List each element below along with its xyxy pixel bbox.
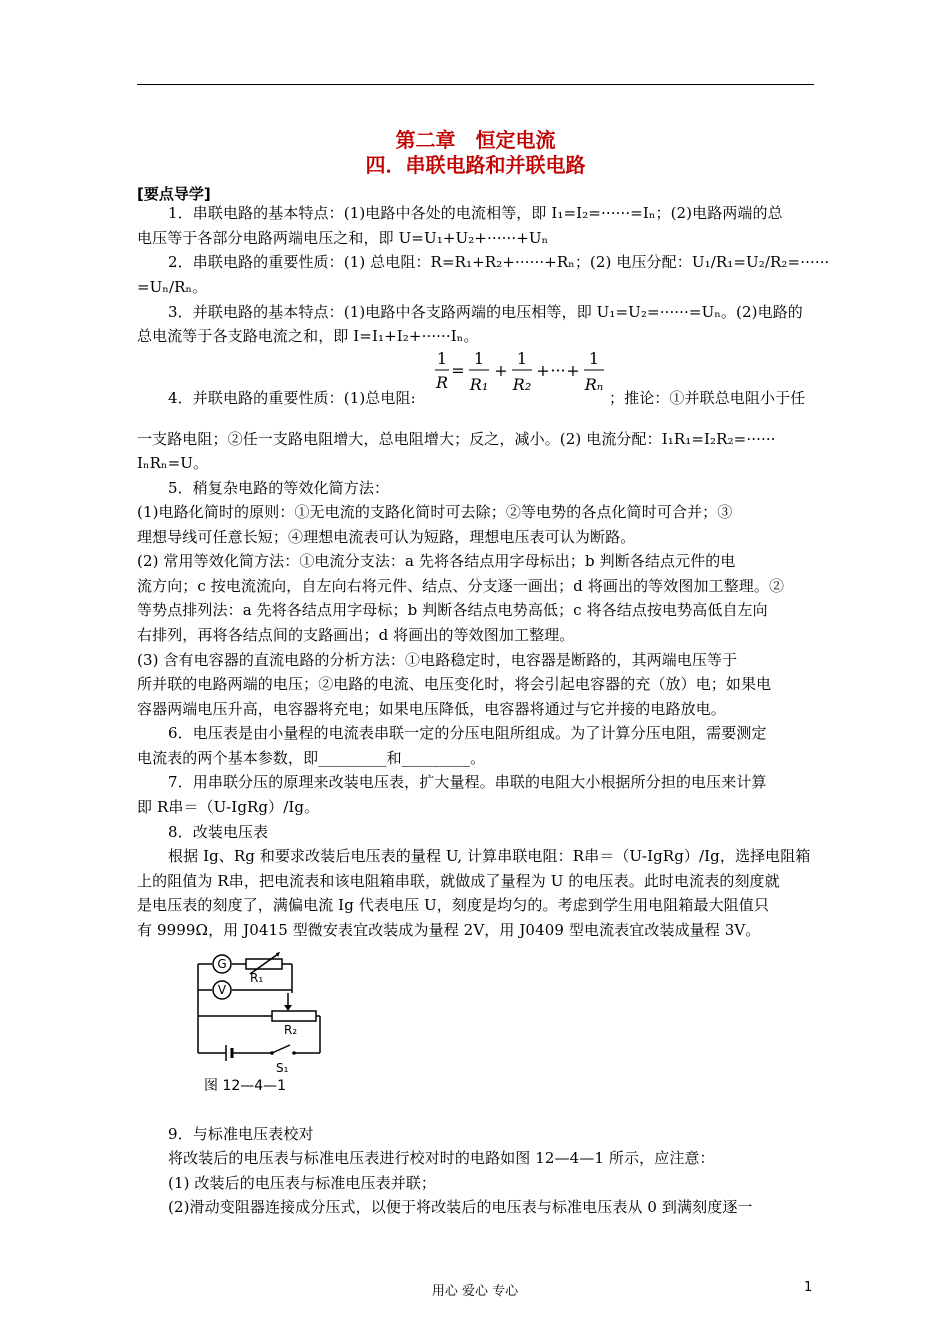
formula-t2-num: 1 (516, 349, 528, 368)
text-line: 理想导线可任意长短；④理想电流表可认为短路，理想电压表可认为断路。 (137, 528, 636, 546)
text-line: 3．并联电路的基本特点：(1)电路中各支路两端的电压相等，即 U₁=U₂=······=Uₙ。(2)电路的 (168, 303, 803, 321)
formula-tn-den: Rₙ (584, 375, 604, 394)
text-line: 所并联的电路两端的电压；②电路的电流、电压变化时，将会引起电容器的充（放）电；如果电 (137, 675, 772, 693)
text-line: 流方向；c 按电流流向，自左向右将元件、结点、分支逐一画出；d 将画出的等效图加工整理。② (137, 577, 785, 595)
text-line: 2．串联电路的重要性质：(1) 总电阻：R=R₁+R₂+······+Rₙ；(2) 电压分配：U₁/R₁=U₂/R₂=······ (168, 253, 830, 271)
text-line: 1．串联电路的基本特点：(1)电路中各处的电流相等，即 I₁=I₂=······=Iₙ；(2)电路两端的总 (168, 204, 783, 222)
text-line: 电流表的两个基本参数，即_________和_________。 (137, 749, 486, 767)
text-line: (2) 常用等效化简方法：①电流分支法：a 先将各结点用字母标出；b 判断各结点元件的电 (137, 552, 736, 570)
guide-label: [要点导学] (137, 185, 211, 203)
text-line: 总电流等于各支路电流之和，即 I=I₁+I₂+······Iₙ。 (137, 327, 479, 345)
header-rule (137, 84, 814, 85)
formula-dots: ··· (550, 361, 566, 380)
text-line: 右排列，再将各结点间的支路画出；d 将画出的等效图加工整理。 (137, 626, 575, 644)
text-line: 5．稍复杂电路的等效化简方法： (168, 479, 390, 497)
text-line: 一支路电阻；②任一支路电阻增大，总电阻增大；反之，减小。(2) 电流分配：I₁R₁=I₂R₂=······ (137, 430, 776, 448)
page-footer: 用心 爱心 专心 (431, 1284, 519, 1299)
formula-lhs-den: R (435, 373, 449, 392)
text-line: 根据 Ig、Rg 和要求改装后电压表的量程 U, 计算串联电阻：R串＝（U-IgRg）/Ig，选择电阻箱 (168, 847, 811, 865)
formula-plus: + (536, 361, 550, 380)
formula-plus: + (566, 361, 580, 380)
formula-t1-num: 1 (473, 349, 485, 368)
section-title: 四．串联电路和并联电路 (365, 153, 586, 177)
figure-caption: 图 12—4—1 (204, 1078, 287, 1094)
text-line: 6．电压表是由小量程的电流表串联一定的分压电阻所组成。为了计算分压电阻，需要测定 (168, 724, 767, 742)
text-line: (1)电路化简时的原则：①无电流的支路化简时可去除；②等电势的各点化简时可合并；③ (137, 503, 733, 521)
text-line: (1) 改装后的电压表与标准电压表并联； (168, 1174, 437, 1192)
chapter-title: 第二章 恒定电流 (395, 128, 556, 152)
formula-plus: + (494, 361, 508, 380)
parallel-resistance-formula (434, 346, 608, 402)
text-line: 等势点排列法：a 先将各结点用字母标；b 判断各结点电势高低；c 将各结点按电势高低自左向 (137, 601, 768, 619)
text-line: (2)滑动变阻器连接成分压式，以便于将改装后的电压表与标准电压表从 0 到满刻度逐一 (168, 1198, 753, 1216)
r2-label: R₂ (284, 1023, 298, 1037)
text-line: 有 9999Ω，用 J0415 型微安表宜改装成为量程 2V，用 J0409 型电流表宜改装成量程 3V。 (137, 921, 761, 939)
formula-t1-den: R₁ (469, 375, 489, 394)
text-line: 9．与标准电压表校对 (168, 1125, 314, 1143)
text-line: 8．改装电压表 (168, 823, 269, 841)
text-line: 上的阻值为 R串，把电流表和该电阻箱串联，就做成了量程为 U 的电压表。此时电流表的刻度就 (137, 872, 780, 890)
voltmeter-label: V (217, 983, 227, 997)
text-line: 电压等于各部分电路两端电压之和，即 U=U₁+U₂+······+Uₙ (137, 229, 549, 247)
galvanometer-label: G (217, 957, 227, 971)
text-line: 将改装后的电压表与标准电压表进行校对时的电路如图 12—4—1 所示，应注意： (168, 1149, 715, 1167)
text-line: 即 R串＝（U-IgRg）/Ig。 (137, 798, 320, 816)
text-line: =Uₙ/Rₙ。 (137, 278, 208, 296)
formula-lhs-num: 1 (436, 349, 448, 368)
page-number: 1 (804, 1280, 813, 1295)
formula-t2-den: R₂ (512, 375, 532, 394)
formula-tn-num: 1 (588, 349, 600, 368)
text-line: IₙRₙ=U。 (137, 454, 209, 472)
formula-eq: = (451, 361, 465, 380)
switch-label: S₁ (276, 1061, 289, 1075)
text-line: 7．用串联分压的原理来改装电压表，扩大量程。串联的电阻大小根据所分担的电压来计算 (168, 773, 767, 791)
text-line: 容器两端电压升高，电容器将充电；如果电压降低，电容器将通过与它并接的电路放电。 (137, 700, 726, 718)
text-line: ；推论：①并联总电阻小于任 (609, 389, 806, 407)
r1-label: R₁ (250, 971, 264, 985)
text-line: (3) 含有电容器的直流电路的分析方法：①电路稳定时，电容器是断路的，其两端电压等于 (137, 651, 738, 669)
text-line: 是电压表的刻度了，满偏电流 Ig 代表电压 U，刻度是均匀的。考虑到学生用电阻箱最大阻值只 (137, 896, 769, 914)
text-line: 4．并联电路的重要性质：(1)总电阻: (168, 389, 416, 407)
calibration-circuit-diagram (190, 948, 330, 1094)
